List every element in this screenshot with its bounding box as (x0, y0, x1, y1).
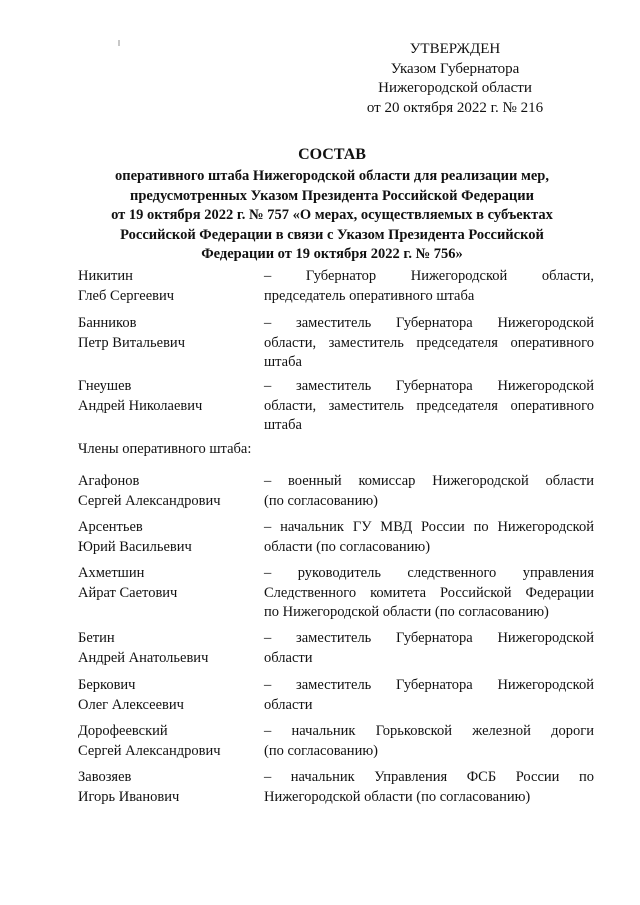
position-line: – начальник ГУ МВД России по Нижегородской (264, 519, 594, 535)
person-name (78, 518, 258, 557)
position-line: – заместитель Губернатора Нижегородской (264, 378, 594, 394)
given-names: Сергей Александрович (78, 742, 221, 759)
person-name (78, 314, 258, 353)
surname: Банников (78, 315, 137, 331)
surname: Беркович (78, 677, 136, 693)
given-names: Петр Витальевич (78, 334, 185, 351)
surname: Никитин (78, 268, 133, 284)
document-title: СОСТАВ (298, 146, 366, 163)
position-line: – начальник Управления ФСБ России по (264, 769, 594, 785)
position-text (264, 518, 594, 557)
surname: Агафонов (78, 473, 140, 489)
position-text (264, 768, 594, 807)
surname: Ахметшин (78, 565, 145, 581)
given-names: Юрий Васильевич (78, 538, 192, 555)
approval-stamp (350, 40, 560, 118)
person-name (78, 377, 258, 416)
position-line: – военный комиссар Нижегородской области (264, 473, 594, 489)
approval-line: УТВЕРЖДЕН (409, 41, 501, 57)
position-line: (по согласованию) (264, 492, 378, 509)
approval-date-line: от 20 октября 2022 г. № 216 (366, 99, 544, 116)
surname: Арсентьев (78, 519, 143, 535)
position-text (264, 564, 594, 623)
person-name (78, 472, 258, 511)
person-name (78, 768, 258, 807)
approval-line: Указом Губернатора (390, 60, 520, 77)
person-name (78, 722, 258, 761)
position-text (264, 377, 594, 436)
heading-line: предусмотренных Указом Президента Российской Федерации (129, 187, 534, 204)
given-names: Глеб Сергеевич (78, 287, 175, 304)
position-line: Следственного комитета Российской Федерации (264, 584, 594, 601)
surname: Гнеушев (78, 378, 132, 394)
position-line: – руководитель следственного управления (264, 565, 594, 581)
person-name (78, 564, 258, 603)
heading-line: оперативного штаба Нижегородской области для реализации мер, (115, 168, 549, 184)
surname: Бетин (78, 630, 115, 646)
position-text (264, 676, 594, 715)
given-names: Игорь Иванович (78, 788, 180, 805)
surname: Дорофеевский (78, 723, 168, 739)
position-text (264, 314, 594, 373)
heading-line: Российской Федерации в связи с Указом Президента Российской (120, 226, 544, 243)
heading-line: Федерации от 19 октября 2022 г. № 756» (201, 246, 463, 263)
given-names: Андрей Анатольевич (78, 649, 209, 666)
position-line: штаба (264, 417, 302, 433)
position-line: области (264, 696, 313, 713)
members-section-label: Члены оперативного штаба: (78, 441, 252, 457)
position-line: области (по согласованию) (264, 538, 431, 555)
position-text (264, 472, 594, 511)
heading-line: от 19 октября 2022 г. № 757 «О мерах, осуществляемых в субъектах (111, 207, 553, 224)
position-line: – начальник Горьковской железной дороги (264, 723, 594, 739)
position-line: штаба (264, 354, 302, 370)
position-text (264, 267, 594, 306)
person-name (78, 676, 258, 715)
position-line: (по согласованию) (264, 742, 378, 759)
given-names: Айрат Саетович (78, 584, 178, 601)
position-line: области, заместитель председателя оперативного (264, 397, 594, 414)
position-line: Нижегородской области (по согласованию) (264, 788, 531, 805)
document-heading (70, 144, 594, 265)
position-line: председатель оперативного штаба (264, 287, 475, 304)
person-name (78, 267, 258, 306)
approval-line: Нижегородской области (378, 80, 532, 96)
position-line: – заместитель Губернатора Нижегородской (264, 630, 594, 646)
given-names: Сергей Александрович (78, 492, 221, 509)
position-line: – Губернатор Нижегородской области, (264, 268, 594, 284)
position-text (264, 629, 594, 668)
position-text (264, 722, 594, 761)
person-name (78, 629, 258, 668)
position-line: – заместитель Губернатора Нижегородской (264, 677, 594, 693)
position-line: – заместитель Губернатора Нижегородской (264, 315, 594, 331)
given-names: Андрей Николаевич (78, 397, 203, 414)
position-line: области (264, 649, 313, 666)
given-names: Олег Алексеевич (78, 696, 184, 713)
position-line: по Нижегородской области (по согласованию) (264, 604, 549, 620)
scan-mark (118, 40, 120, 46)
position-line: области, заместитель председателя оперативного (264, 334, 594, 351)
surname: Завозяев (78, 769, 132, 785)
